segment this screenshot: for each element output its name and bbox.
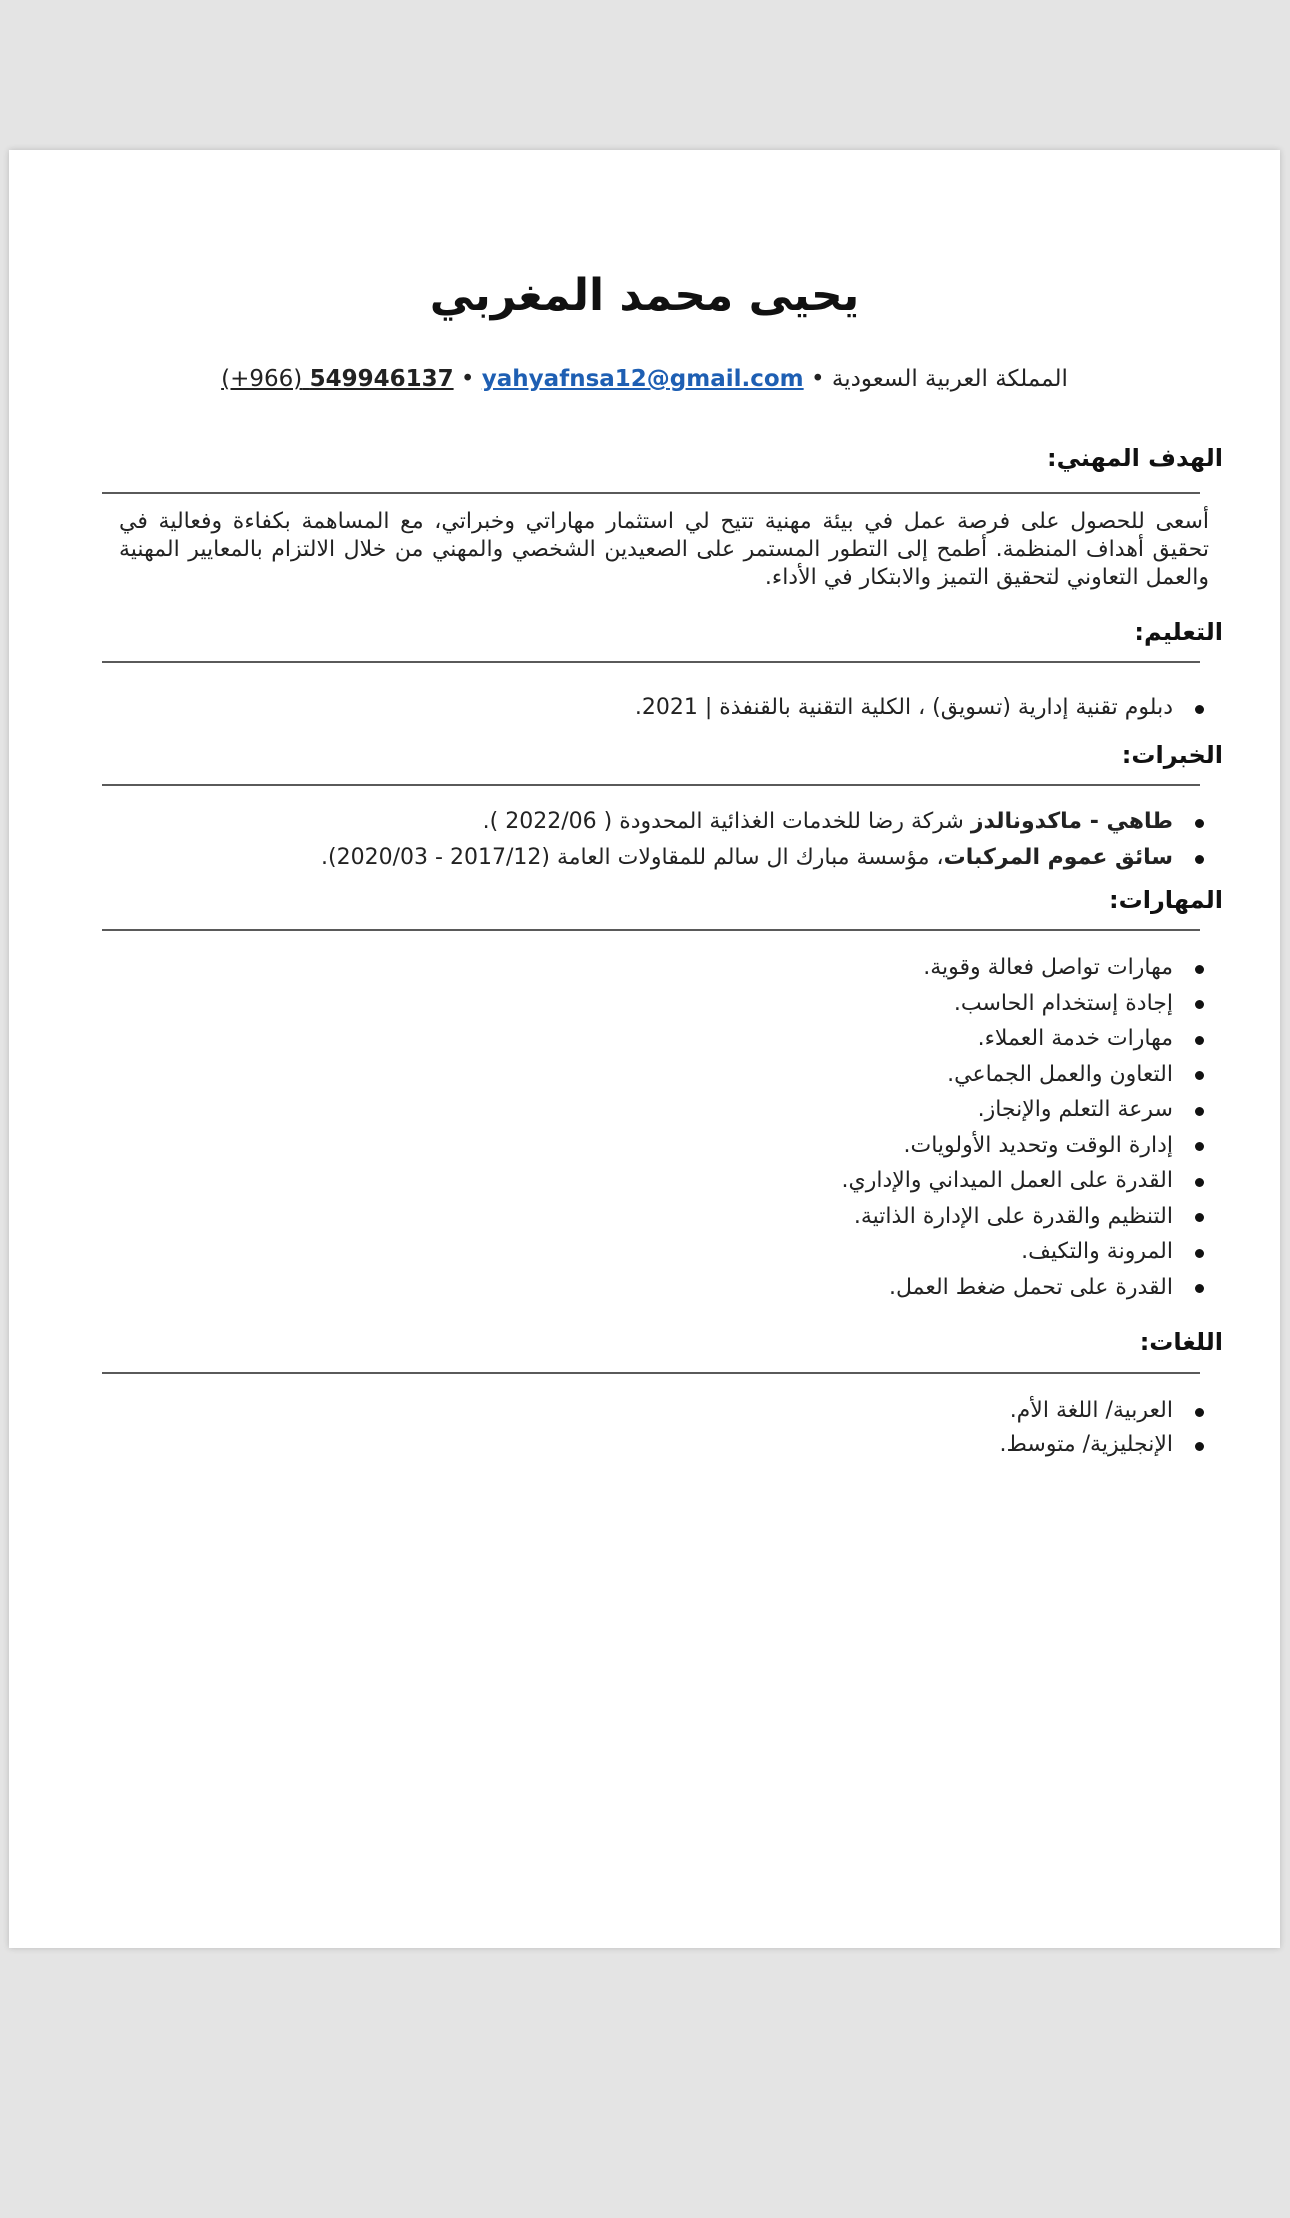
skills-list [842,950,1210,1305]
skill-item: القدرة على العمل الميداني والإداري. [841,1168,1173,1193]
bullet-icon [1195,1442,1204,1451]
list-item [842,1021,1210,1057]
skill-item: التعاون والعمل الجماعي. [947,1061,1173,1087]
bullet-icon [1195,1249,1204,1258]
objective-heading: الهدف المهني: [1046,444,1223,472]
job-title: سائق عموم المركبات [943,845,1173,870]
bullet-icon [1195,1142,1204,1151]
bullet-icon [1195,1178,1204,1187]
language-item: العربية/ اللغة الأم. [1009,1398,1173,1423]
languages-heading: اللغات: [1139,1328,1223,1356]
bullet-icon [1195,1000,1204,1009]
bullet-icon [1195,1213,1204,1222]
list-item [321,840,1209,876]
education-list [635,690,1209,726]
language-item: الإنجليزية/ متوسط. [999,1432,1173,1457]
divider [102,929,1200,931]
bullet-icon [1195,1107,1204,1116]
list-item [842,1128,1210,1164]
list-item [842,1199,1210,1235]
bullet-icon [1195,965,1204,974]
phone-number: 549946137 [309,366,454,392]
email-link[interactable]: yahyafnsa12@gmail.com [481,366,804,392]
experience-list [321,804,1209,876]
divider [102,1372,1200,1374]
objective-text: أسعى للحصول على فرصة عمل في بيئة مهنية تتيح لي استثمار مهاراتي وخبراتي، مع المساهمة بكفاءة وفعالية في تحقيق أهداف المنظمة. أطمح إلى التطور المستمر على الصعيدين الشخصي والمهني من خلال الالتزام بالمعايير المهنية والعمل التعاوني لتحقيق التميز والابتكار في الأداء. [119,509,1209,590]
divider [102,661,1200,663]
bullet-icon [1195,1284,1204,1293]
skill-item: التنظيم والقدرة على الإدارة الذاتية. [853,1203,1173,1229]
divider [102,492,1200,494]
list-item [321,804,1209,840]
list-item [842,986,1210,1022]
separator: • [810,366,825,392]
experience-heading: الخبرات: [1121,741,1223,769]
job-detail: ، مؤسسة مبارك ال سالم للمقاولات العامة (2017/12 - 2020/03). [321,845,944,870]
separator: • [460,366,475,392]
job-detail: شركة رضا للخدمات الغذائية المحدودة ( 2022/06 ). [482,809,971,834]
bullet-icon [1195,1071,1204,1080]
divider [102,784,1200,786]
list-item [1000,1394,1209,1428]
skill-item: إدارة الوقت وتحديد الأولويات. [903,1132,1173,1158]
bullet-icon [1195,855,1204,864]
list-item [842,1163,1210,1199]
skill-item: سرعة التعلم والإنجاز. [977,1097,1173,1122]
skills-heading: المهارات: [1109,886,1223,914]
candidate-name: يحيى محمد المغربي [429,270,860,321]
skill-item: القدرة على تحمل ضغط العمل. [888,1274,1173,1300]
list-item [842,1234,1210,1270]
list-item [842,950,1210,986]
skill-item: مهارات تواصل فعالة وقوية. [923,955,1173,980]
contact-line [9,362,1280,396]
skill-item: إجادة إستخدام الحاسب. [953,990,1173,1016]
phone-code: (+966) [221,366,303,392]
skill-item: مهارات خدمة العملاء. [977,1026,1173,1051]
bullet-icon [1195,1408,1204,1417]
education-heading: التعليم: [1134,618,1223,646]
list-item [1000,1428,1209,1462]
bullet-icon [1195,819,1204,828]
location: المملكة العربية السعودية [831,366,1068,392]
bullet-icon [1195,1036,1204,1045]
education-item: دبلوم تقنية إدارية (تسويق) ، الكلية التقنية بالقنفذة | 2021. [634,695,1173,720]
bullet-icon [1195,705,1204,714]
job-title: طاهي - ماكدونالدز [970,809,1173,834]
list-item [635,690,1209,726]
list-item [842,1057,1210,1093]
phone-link[interactable] [221,366,453,392]
skill-item: المرونة والتكيف. [1021,1239,1173,1264]
list-item [842,1092,1210,1128]
list-item [842,1270,1210,1306]
resume-page [9,150,1280,1948]
languages-list [1000,1394,1209,1462]
